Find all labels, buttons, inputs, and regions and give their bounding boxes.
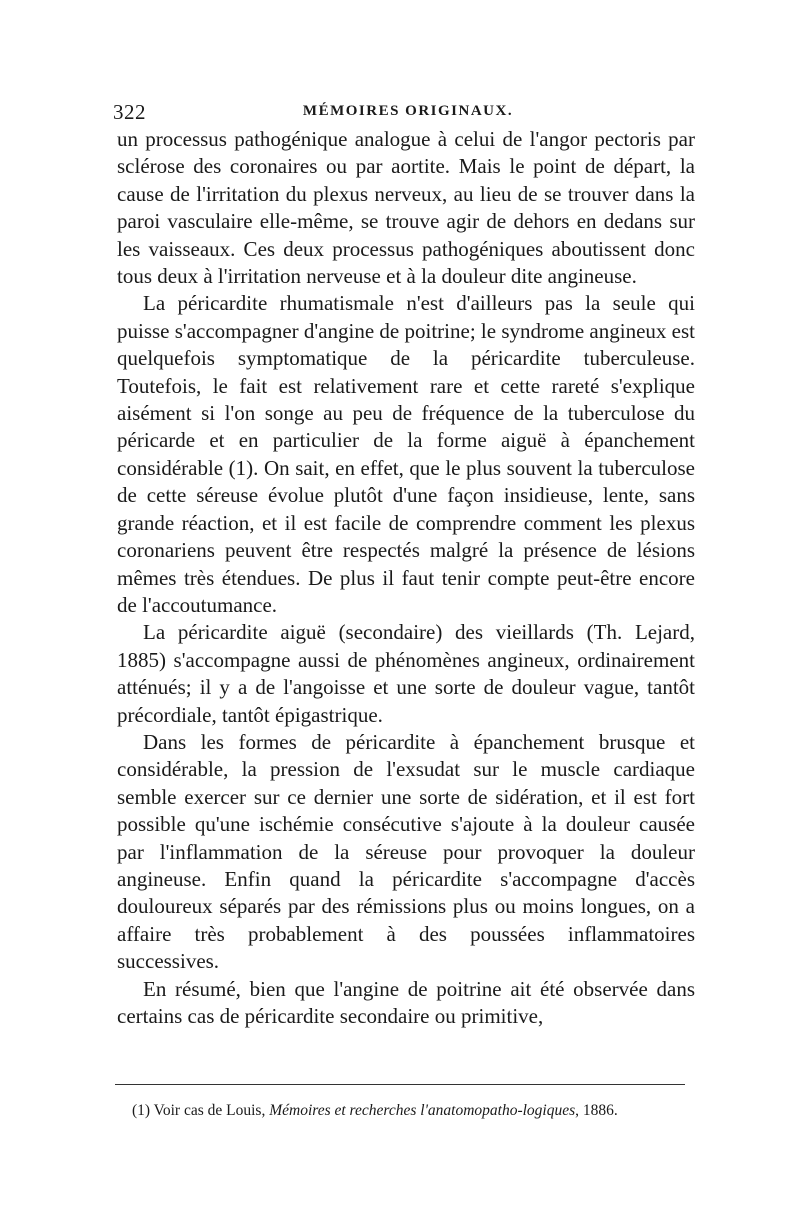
paragraph: un processus pathogénique analogue à celui de l'angor pectoris par sclérose des coronaires ou par aortite. Mais le point de départ, la cause de l'irritation du plexus nerveux, au lieu de se trouver dans la paroi vasculaire elle-même, se trouve agir de dehors en dedans sur les vaisseaux. Ces deux processus pathogéniques aboutissent donc tous deux à l'irritation nerveuse et à la douleur dite angineuse.: [117, 127, 695, 289]
paragraph: Dans les formes de péricardite à épanchement brusque et considérable, la pression de l'exsudat sur le muscle cardiaque semble exercer sur ce dernier une sorte de sidération, et il est fort possible qu'une ischémie consécutive s'ajoute à la douleur causée par l'inflammation de la séreuse pour provoquer la douleur angineuse. Enfin quand la péricardite s'accompagne d'accès douloureux séparés par des rémissions plus ou moins longues, on a affaire très probablement à des poussées inflammatoires successives.: [117, 729, 695, 974]
paragraph: La péricardite aiguë (secondaire) des vieillards (Th. Lejard, 1885) s'accompagne aussi de phénomènes angineux, ordinairement atténués; il y a de l'angoisse et une sorte de douleur vague, tantôt précordiale, tantôt épigastrique.: [117, 620, 695, 727]
footnote-marker: (1): [132, 1102, 151, 1119]
footnote-divider: [115, 1084, 685, 1085]
footnote-lead: Voir cas de Louis,: [150, 1102, 270, 1119]
footnote-citation-title: Mémoires et recherches l'anatomopatho-logiques: [269, 1102, 576, 1119]
page-number: 322: [113, 100, 146, 124]
paragraph: En résumé, bien que l'angine de poitrine ait été observée dans certains cas de péricardite secondaire ou primitive,: [117, 976, 695, 1028]
running-title: MÉMOIRES ORIGINAUX.: [302, 103, 514, 119]
footnote: [118, 1101, 708, 1121]
paragraph: La péricardite rhumatismale n'est d'ailleurs pas la seule qui puisse s'accompagner d'angine de poitrine; le syndrome angineux est quelquefois symptomatique de la péricardite tuberculeuse. Toutefois, le fait est relativement rare et cette rareté s'explique aisément si l'on songe au peu de fréquence de la tuberculose du péricarde et en particulier de la forme aiguë à épanchement considérable (1). On sait, en effet, que le plus souvent la tuberculose de cette séreuse évolue plutôt d'une façon insidieuse, lente, sans grande réaction, et il est facile de comprendre comment les plexus coronariens peuvent être respectés malgré la présence de lésions mêmes très étendues. De plus il faut tenir compte peut-être encore de l'accoutumance.: [117, 291, 695, 617]
body-text: [117, 126, 695, 1030]
footnote-tail: , 1886.: [575, 1102, 618, 1119]
